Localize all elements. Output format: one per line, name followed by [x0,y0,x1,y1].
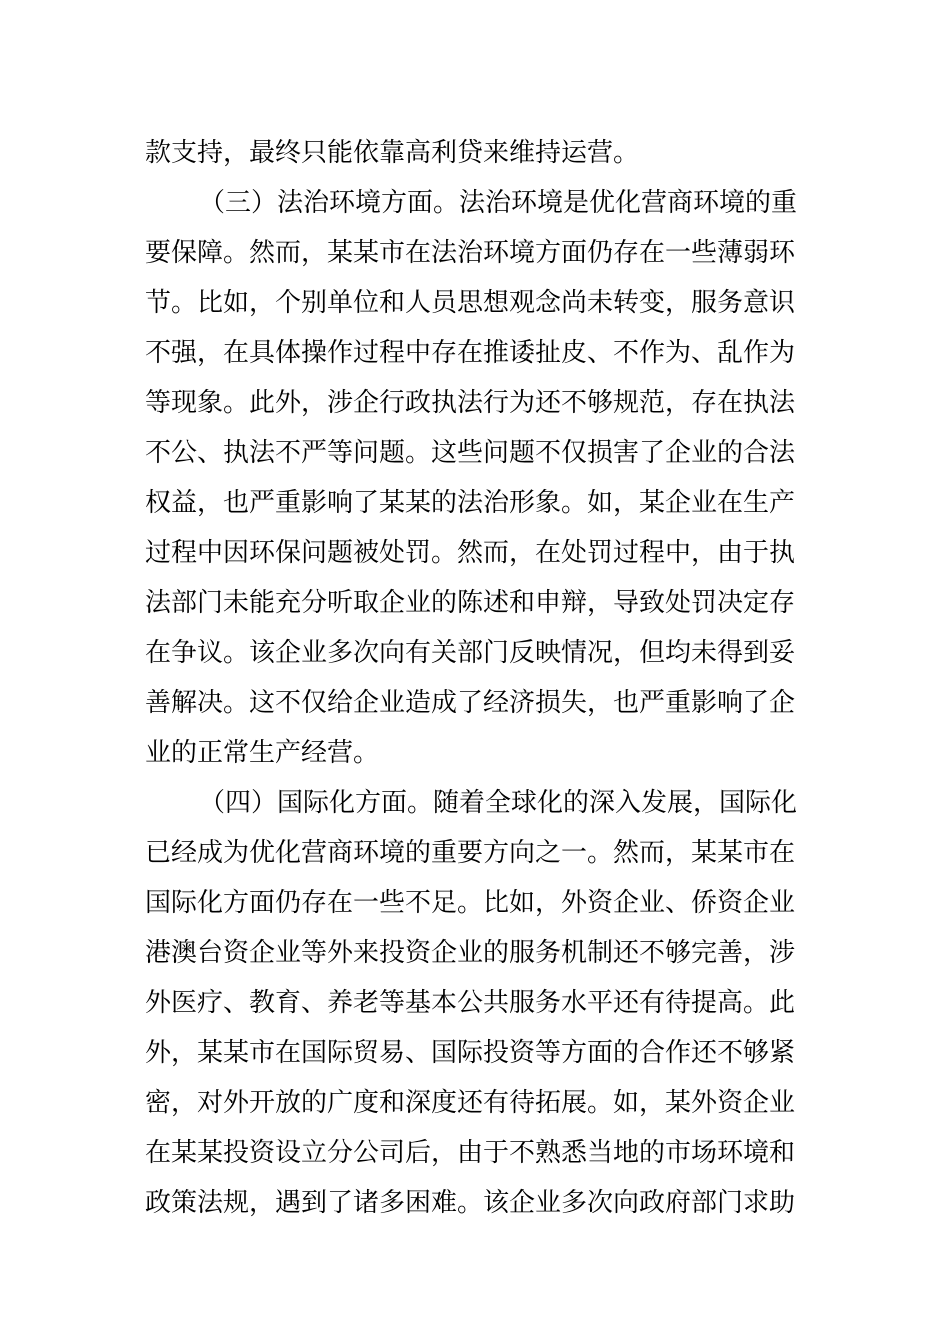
text-line: 密，对外开放的广度和深度还有待拓展。如，某外资企业 [145,1088,796,1118]
text-line: 款支持，最终只能依靠高利贷来维持运营。 [145,138,640,168]
text-line: 外医疗、教育、养老等基本公共服务水平还有待提高。此 [145,988,796,1018]
text-line: 不公、执法不严等问题。这些问题不仅损害了企业的合法 [145,438,796,468]
text-line: 外，某某市在国际贸易、国际投资等方面的合作还不够紧 [145,1038,796,1068]
text-line: 节。比如，个别单位和人员思想观念尚未转变，服务意识 [145,288,796,318]
text-line: 等现象。此外，涉企行政执法行为还不够规范，存在执法 [145,388,796,418]
text-line: 港澳台资企业等外来投资企业的服务机制还不够完善，涉 [145,938,796,968]
paragraph-internationalization [145,778,810,1228]
paragraph-rule-of-law [145,178,810,778]
paragraph-heading-line: （三）法治环境方面。法治环境是优化营商环境的重 [199,188,798,218]
text-line: 善解决。这不仅给企业造成了经济损失，也严重影响了企 [145,688,796,718]
text-line: 不强，在具体操作过程中存在推诿扯皮、不作为、乱作为 [145,338,796,368]
text-line: 业的正常生产经营。 [145,738,380,768]
text-line: 在某某投资设立分公司后，由于不熟悉当地的市场环境和 [145,1138,796,1168]
text-line: 法部门未能充分听取企业的陈述和申辩，导致处罚决定存 [145,588,796,618]
paragraph-funding-end [145,128,810,178]
text-line: 权益，也严重影响了某某的法治形象。如，某企业在生产 [145,488,796,518]
text-line: 在争议。该企业多次向有关部门反映情况，但均未得到妥 [145,638,796,668]
paragraph-heading-line: （四）国际化方面。随着全球化的深入发展，国际化 [199,788,798,818]
text-line: 过程中因环保问题被处罚。然而，在处罚过程中，由于执 [145,538,796,568]
text-line: 已经成为优化营商环境的重要方向之一。然而，某某市在 [145,838,796,868]
text-line: 政策法规，遇到了诸多困难。该企业多次向政府部门求助 [145,1188,796,1218]
text-line: 国际化方面仍存在一些不足。比如，外资企业、侨资企业 [145,888,796,918]
text-line: 要保障。然而，某某市在法治环境方面仍存在一些薄弱环 [145,238,796,268]
body-text [145,128,810,1228]
